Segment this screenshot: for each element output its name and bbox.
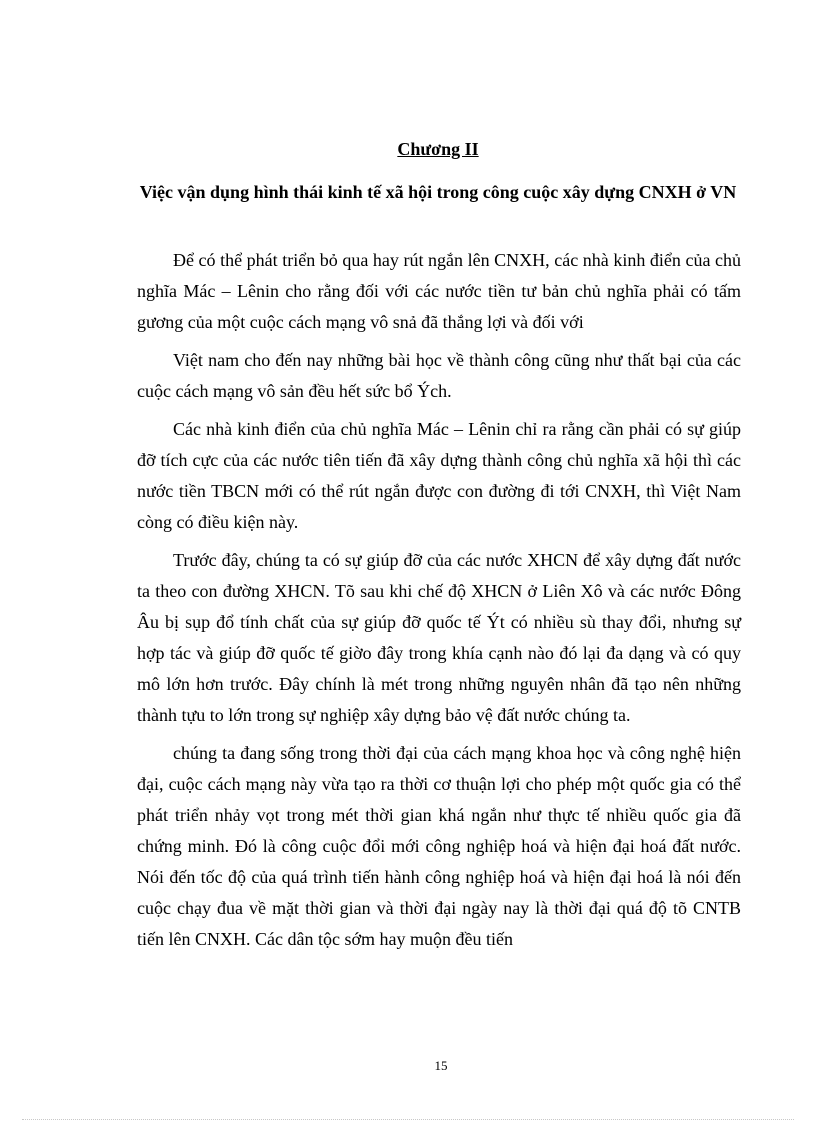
chapter-title: Chương II (397, 139, 479, 159)
paragraph: chúng ta đang sống trong thời đại của cách mạng khoa học và công nghệ hiện đại, cuộc cách mạng này vừa tạo ra thời cơ thuận lợi cho phép một quốc gia có thể phát triển nhảy vọt trong mét thời gian khá ngắn như thực tế nhiều quốc gia đã chứng minh. Đó là công cuộc đổi mới công nghiệp hoá và hiện đại hoá đất nước. Nói đến tốc độ của quá trình tiến hành công nghiệp hoá và hiện đại hoá là nói đến cuộc chạy đua về mặt thời gian và thời đại ngày nay là thời đại quá độ tõ CNTB tiến lên CNXH. Các dân tộc sớm hay muộn đều tiến (137, 743, 741, 949)
document-body (137, 245, 741, 955)
paragraph: Để có thể phát triển bỏ qua hay rút ngắn lên CNXH, các nhà kinh điển của chủ nghĩa Mác – Lênin cho rằng đối với các nước tiền tư bản chủ nghĩa phải có tấm gương của một cuộc cách mạng vô snả đã thắng lợi và đối với (137, 250, 741, 332)
section-title: Việc vận dụng hình thái kinh tế xã hội trong công cuộc xây dựng CNXH ở VN (139, 182, 737, 202)
page-number: 15 (434, 1058, 448, 1073)
paragraph: Các nhà kinh điển của chủ nghĩa Mác – Lênin chỉ ra rằng cần phải có sự giúp đỡ tích cực của các nước tiên tiến đã xây dựng thành công chủ nghĩa xã hội thì các nước tiền TBCN mới có thể rút ngắn được con đường đi tới CNXH, thì Việt Nam còng có điều kiện này. (137, 419, 741, 532)
paragraph: Trước đây, chúng ta có sự giúp đỡ của các nước XHCN để xây dựng đất nước ta theo con đường XHCN. Tõ sau khi chế độ XHCN ở Liên Xô và các nước Đông Âu bị sụp đổ tính chất của sự giúp đỡ quốc tế Ýt có nhiều sù thay đổi, nhưng sự hợp tác và giúp đỡ quốc tế giờo đây trong khía cạnh nào đó lại đa dạng và có quy mô lớn hơn trước. Đây chính là mét trong những nguyên nhân đã tạo nên những thành tựu to lớn trong sự nghiệp xây dựng bảo vệ đất nước chúng ta. (137, 550, 741, 725)
paragraph: Việt nam cho đến nay những bài học về thành công cũng như thất bại của các cuộc cách mạng vô sản đều hết sức bổ Ých. (137, 350, 741, 401)
footer-divider (22, 1119, 794, 1120)
